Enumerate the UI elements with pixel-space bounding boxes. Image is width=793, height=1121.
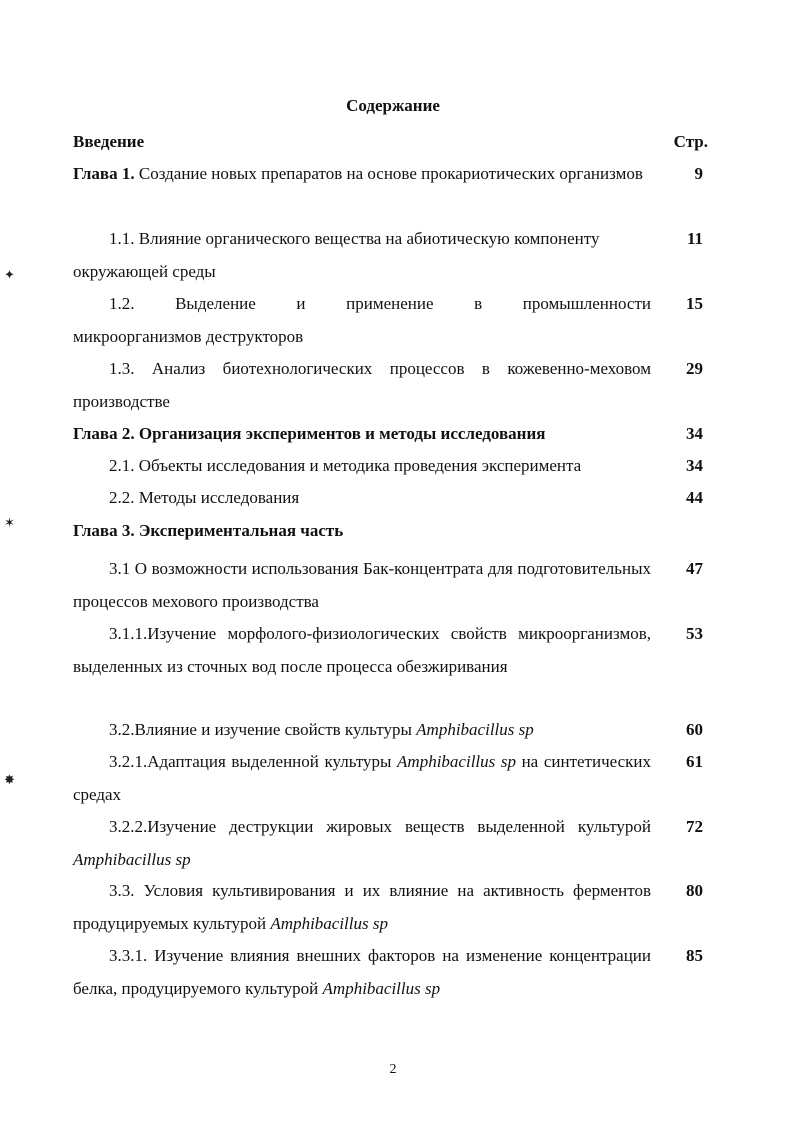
- toc-page-number: 47: [686, 559, 703, 578]
- toc-entry-text: на синтетических средах: [73, 752, 651, 804]
- page-column-header: Стр.: [673, 132, 708, 151]
- scan-mark-icon: ✶: [4, 516, 15, 531]
- toc-page-number: 60: [686, 720, 703, 739]
- toc-page-number: 80: [686, 881, 703, 900]
- toc-intro: Введение: [73, 132, 145, 151]
- toc-page-number: 9: [694, 164, 703, 183]
- scan-mark-icon: ✸: [4, 773, 15, 788]
- toc-entry-chapter-3: Глава 3. Экспериментальная часть: [73, 521, 344, 540]
- species-name: Amphibacillus sp: [322, 978, 441, 998]
- toc-entry-line: [73, 288, 651, 321]
- toc-entry-3-3-1: [73, 940, 651, 1005]
- toc-page-number: 53: [686, 624, 703, 643]
- toc-word: применение: [346, 294, 434, 313]
- toc-word: Выделение: [175, 294, 256, 313]
- toc-entry-1-1: 1.1. Влияние органического вещества на абиотическую компоненту окружающей среды: [73, 229, 600, 281]
- toc-page-number: 44: [686, 488, 703, 507]
- toc-word: промышленности: [522, 294, 651, 313]
- toc-entry-3-2-1: [73, 746, 651, 811]
- toc-word: и: [296, 294, 306, 313]
- species-name: Amphibacillus sp: [270, 913, 388, 933]
- toc-word: 1.2.: [109, 294, 135, 313]
- toc-page-number: 34: [686, 456, 703, 475]
- toc-entry-3-2: [73, 714, 651, 747]
- toc-entry-2-1: 2.1. Объекты исследования и методика проведения эксперимента: [109, 456, 582, 475]
- toc-page-number: 61: [686, 752, 703, 771]
- toc-entry-2-2: 2.2. Методы исследования: [109, 488, 300, 507]
- toc-entry-3-3: [73, 875, 651, 940]
- toc-entry-chapter-2: Глава 2. Организация экспериментов и методы исследования: [73, 424, 546, 443]
- toc-entry-text: 3.2.Влияние и изучение свойств культуры: [109, 720, 417, 739]
- toc-entry-3-1: 3.1 О возможности использования Бак-концентрата для подготовительных процессов мехового производства: [73, 559, 651, 611]
- toc-entry-line: микроорганизмов деструкторов: [73, 326, 304, 346]
- toc-entry-chapter-1: [73, 158, 651, 191]
- toc-page-number: 29: [686, 359, 703, 378]
- species-name: Amphibacillus sp: [73, 849, 191, 869]
- toc-entry-text: 3.3.1. Изучение влияния внешних факторов на изменение концентрации белка, продуцируемого культурой: [73, 946, 651, 998]
- toc-page-number: 11: [686, 229, 703, 248]
- toc-entry-text: Создание новых препаратов на основе прокариотических организмов: [134, 164, 643, 183]
- toc-entry-3-2-2: [73, 811, 651, 876]
- toc-page-number: 85: [686, 946, 703, 965]
- species-name: Amphibacillus sp: [397, 752, 516, 771]
- chapter-prefix: Глава 1.: [73, 164, 135, 183]
- toc-entry-text: 3.2.1.Адаптация выделенной культуры: [109, 752, 398, 771]
- toc-entry-1-3: 1.3. Анализ биотехнологических процессов в кожевенно-меховом производстве: [73, 359, 651, 411]
- toc-page-number: 15: [686, 294, 703, 313]
- toc-page-number: 72: [686, 817, 703, 836]
- toc-entry-1-2: [73, 288, 651, 353]
- species-name: Amphibacillus sp: [416, 720, 534, 739]
- toc-page-number: 34: [686, 424, 703, 443]
- toc-word: в: [474, 294, 483, 313]
- page-footer-number: 2: [389, 1062, 397, 1077]
- toc-entry-text: 3.3. Условия культивирования и их влияние на активность ферментов продуцируемых культурой: [73, 881, 651, 933]
- toc-entry-text: 3.2.2.Изучение деструкции жировых веществ выделенной культурой: [109, 817, 651, 836]
- page-title: Содержание: [346, 96, 440, 115]
- scan-mark-icon: ✦: [4, 268, 15, 283]
- toc-entry-3-1-1: 3.1.1.Изучение морфолого-физиологических свойств микроорганизмов, выделенных из сточных вод после процесса обезжиривания: [73, 624, 651, 676]
